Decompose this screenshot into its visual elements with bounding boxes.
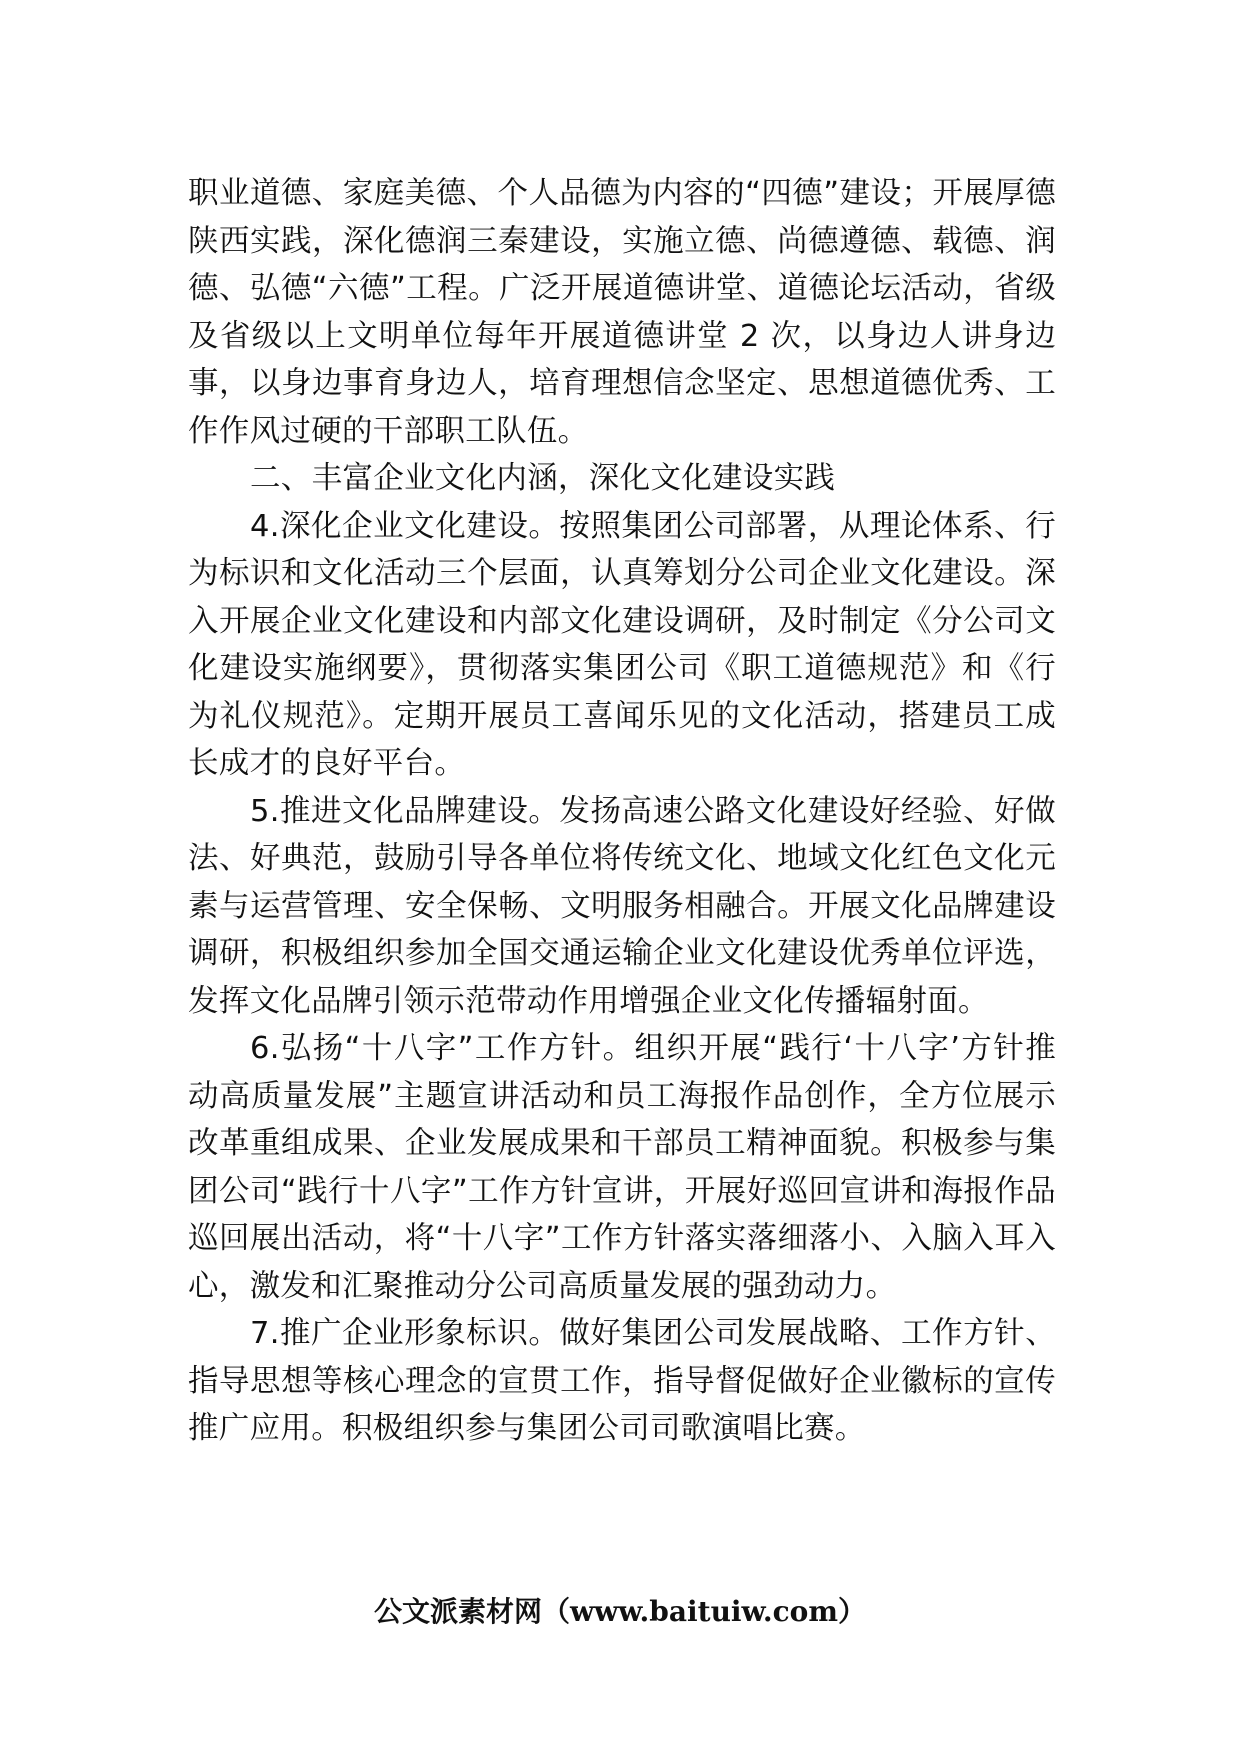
paragraph-item-6: 6.弘扬“十八字”工作方针。组织开展“践行‘十八字’方针推动高质量发展”主题宣讲活动和员工海报作品创作，全方位展示改革重组成果、企业发展成果和干部员工精神面貌。积极参与集团公司“践行十八字”工作方针宣讲，开展好巡回宣讲和海报作品巡回展出活动，将“十八字”工作方针落实落细落小、入脑入耳入心，激发和汇聚推动分公司高质量发展的强劲动力。 xyxy=(188,1031,1056,1304)
paragraph-item-4: 4.深化企业文化建设。按照集团公司部署，从理论体系、行为标识和文化活动三个层面，认真筹划分公司企业文化建设。深入开展企业文化建设和内部文化建设调研，及时制定《分公司文化建设实施纲要》，贯彻落实集团公司《职工道德规范》和《行为礼仪规范》。定期开展员工喜闻乐见的文化活动，搭建员工成长成才的良好平台。 xyxy=(188,508,1056,781)
footer-source-label: 公文派素材网（www.baituiw.com） xyxy=(374,1595,866,1628)
paragraph-item-5: 5.推进文化品牌建设。发扬高速公路文化建设好经验、好做法、好典范，鼓励引导各单位将传统文化、地域文化红色文化元素与运营管理、安全保畅、文明服务相融合。开展文化品牌建设调研，积极组织参加全国交通运输企业文化建设优秀单位评选，发挥文化品牌引领示范带动作用增强企业文化传播辐射面。 xyxy=(188,793,1056,1019)
document-body xyxy=(188,170,1056,1453)
paragraph-item-7: 7.推广企业形象标识。做好集团公司发展战略、工作方针、指导思想等核心理念的宣贯工作，指导督促做好企业徽标的宣传推广应用。积极组织参与集团公司司歌演唱比赛。 xyxy=(188,1316,1056,1446)
section-heading-culture: 二、丰富企业文化内涵，深化文化建设实践 xyxy=(250,461,836,496)
paragraph-moral-construction: 职业道德、家庭美德、个人品德为内容的“四德”建设；开展厚德陕西实践，深化德润三秦建设，实施立德、尚德遵德、载德、润德、弘德“六德”工程。广泛开展道德讲堂、道德论坛活动，省级及省级以上文明单位每年开展道德讲堂 2 次，以身边人讲身边事，以身边事育身边人，培育理想信念坚定、思想道德优秀、工作作风过硬的干部职工队伍。 xyxy=(188,176,1056,449)
